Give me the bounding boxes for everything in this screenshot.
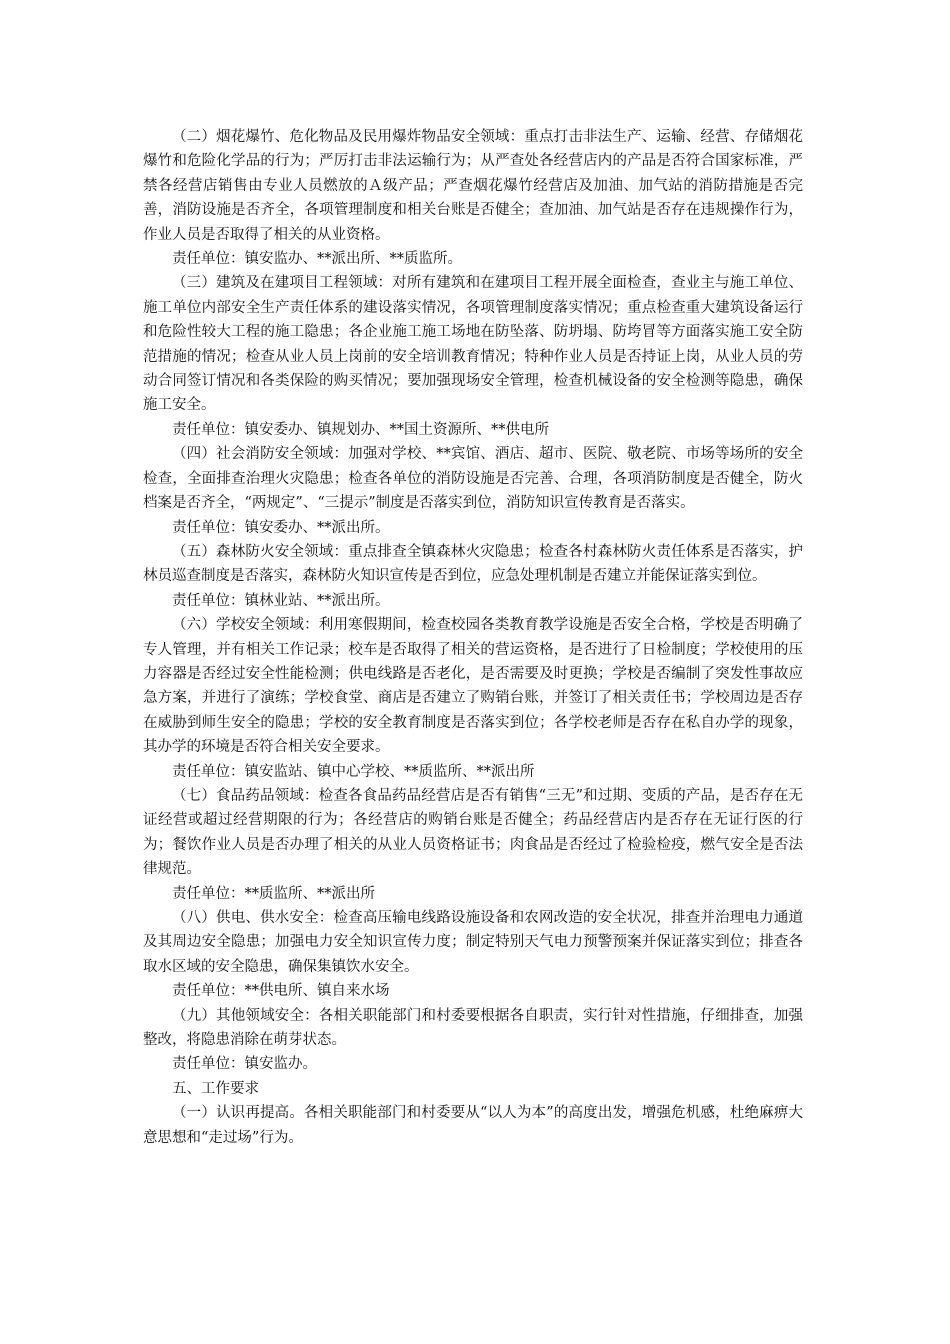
requirement-awareness: （一）认识再提高。各相关职能部门和村委要从“以人为本”的高度出发，增强危机感，杜绝麻痹大意思想和“走过场”行为。 xyxy=(143,1105,803,1146)
responsible-units-school-safety: 责任单位：镇安监站、镇中心学校、**质监所、**派出所 xyxy=(172,763,535,780)
responsible-units-fireworks: 责任单位：镇安监办、**派出所、**质监所。 xyxy=(172,251,462,268)
section-forest-fire: （五）森林防火安全领域：重点排查全镇森林火灾隐患；检查各村森林防火责任体系是否落实，护林员巡查制度是否落实，森林防火知识宣传是否到位，应急处理机制是否建立并能保证落实到位。 xyxy=(143,543,803,585)
section-fire-safety: （四）社会消防安全领域：加强对学校、**宾馆、酒店、超市、医院、敬老院、市场等场所的安全检查，全面排查治理火灾隐患；检查各单位的消防设施是否完善、合理，各项消防制度是否健全，防火档案是否齐全，“两规定”、“三提示”制度是否落实到位，消防知识宣传教育是否落实。 xyxy=(143,446,803,512)
responsible-units-food-drug: 责任单位：**质监所、**派出所 xyxy=(172,885,375,902)
section-power-water: （八）供电、供水安全：检查高压输电线路设施设备和农网改造的安全状况，排查并治理电力通道及其周边安全隐患；加强电力安全知识宣传力度；制定特别天气电力预警预案并保证落实到位；排查各取水区域的安全隐患，确保集镇饮水安全。 xyxy=(143,910,803,975)
section-construction: （三）建筑及在建项目工程领域：对所有建筑和在建项目工程开展全面检查，查业主与施工单位、施工单位内部安全生产责任体系的建设落实情况，各项管理制度落实情况；重点检查重大建筑设备运行和危险性较大工程的施工隐患；各企业施工施工场地在防坠落、防坍塌、防垮冒等方面落实施工安全防范措施的情况；检查从业人员上岗前的安全培训教育情况；特种作业人员是否持证上岗，从业人员的劳动合同签订情况和各类保险的购买情况；要加强现场安全管理，检查机械设备的安全检测等隐患，确保施工安全。 xyxy=(143,275,803,414)
section-other: （九）其他领域安全：各相关职能部门和村委要根据各自职责，实行针对性措施，仔细排查，加强整改，将隐患消除在萌芽状态。 xyxy=(143,1007,803,1049)
responsible-units-power-water: 责任单位：**供电所、镇自来水场 xyxy=(172,983,390,1000)
heading-work-requirements: 五、工作要求 xyxy=(172,1080,259,1097)
responsible-units-other: 责任单位：镇安监办。 xyxy=(172,1056,317,1073)
section-food-drug: （七）食品药品领域：检查各食品药品经营店是否有销售“三无”和过期、变质的产品，是否存在无证经营或超过经营期限的行为；各经营店的购销台账是否健全；药品经营店内是否存在无证行医的行为；餐饮作业人员是否办理了相关的从业人员资格证书；肉食品是否经过了检验检疫，燃气安全是否法律规范。 xyxy=(143,787,803,878)
section-fireworks-hazmat: （二）烟花爆竹、危化物品及民用爆炸物品安全领域：重点打击非法生产、运输、经营、存储烟花爆竹和危险化学品的行为；严厉打击非法运输行为；从严查处各经营店内的产品是否符合国家标准，严禁各经营店销售由专业人员燃放的Ａ级产品；严查烟花爆竹经营店及加油、加气站的消防措施是否完善，消防设施是否齐全，各项管理制度和相关台账是否健全；查加油、加气站是否存在违规操作行为，作业人员是否取得了相关的从业资格。 xyxy=(143,129,803,243)
responsible-units-fire-safety: 责任单位：镇安委办、**派出所。 xyxy=(172,519,390,536)
document-body xyxy=(143,125,803,1150)
responsible-units-forest-fire: 责任单位：镇林业站、**派出所。 xyxy=(172,592,390,609)
responsible-units-construction: 责任单位：镇安委办、镇规划办、**国土资源所、**供电所 xyxy=(172,421,549,438)
section-school-safety: （六）学校安全领域：利用寒假期间，检查校园各类教育教学设施是否安全合格，学校是否明确了专人管理，并有相关工作记录；校车是否取得了相关的营运资格，是否进行了日检制度；学校使用的压力容器是否经过安全性能检测；供电线路是否老化，是否需要及时更换；学校是否编制了突发性事故应急方案，并进行了演练；学校食堂、商店是否建立了购销台账，并签订了相关责任书；学校周边是否存在威胁到师生安全的隐患；学校的安全教育制度是否落实到位；各学校老师是否存在私自办学的现象，其办学的环境是否符合相关安全要求。 xyxy=(143,617,803,756)
